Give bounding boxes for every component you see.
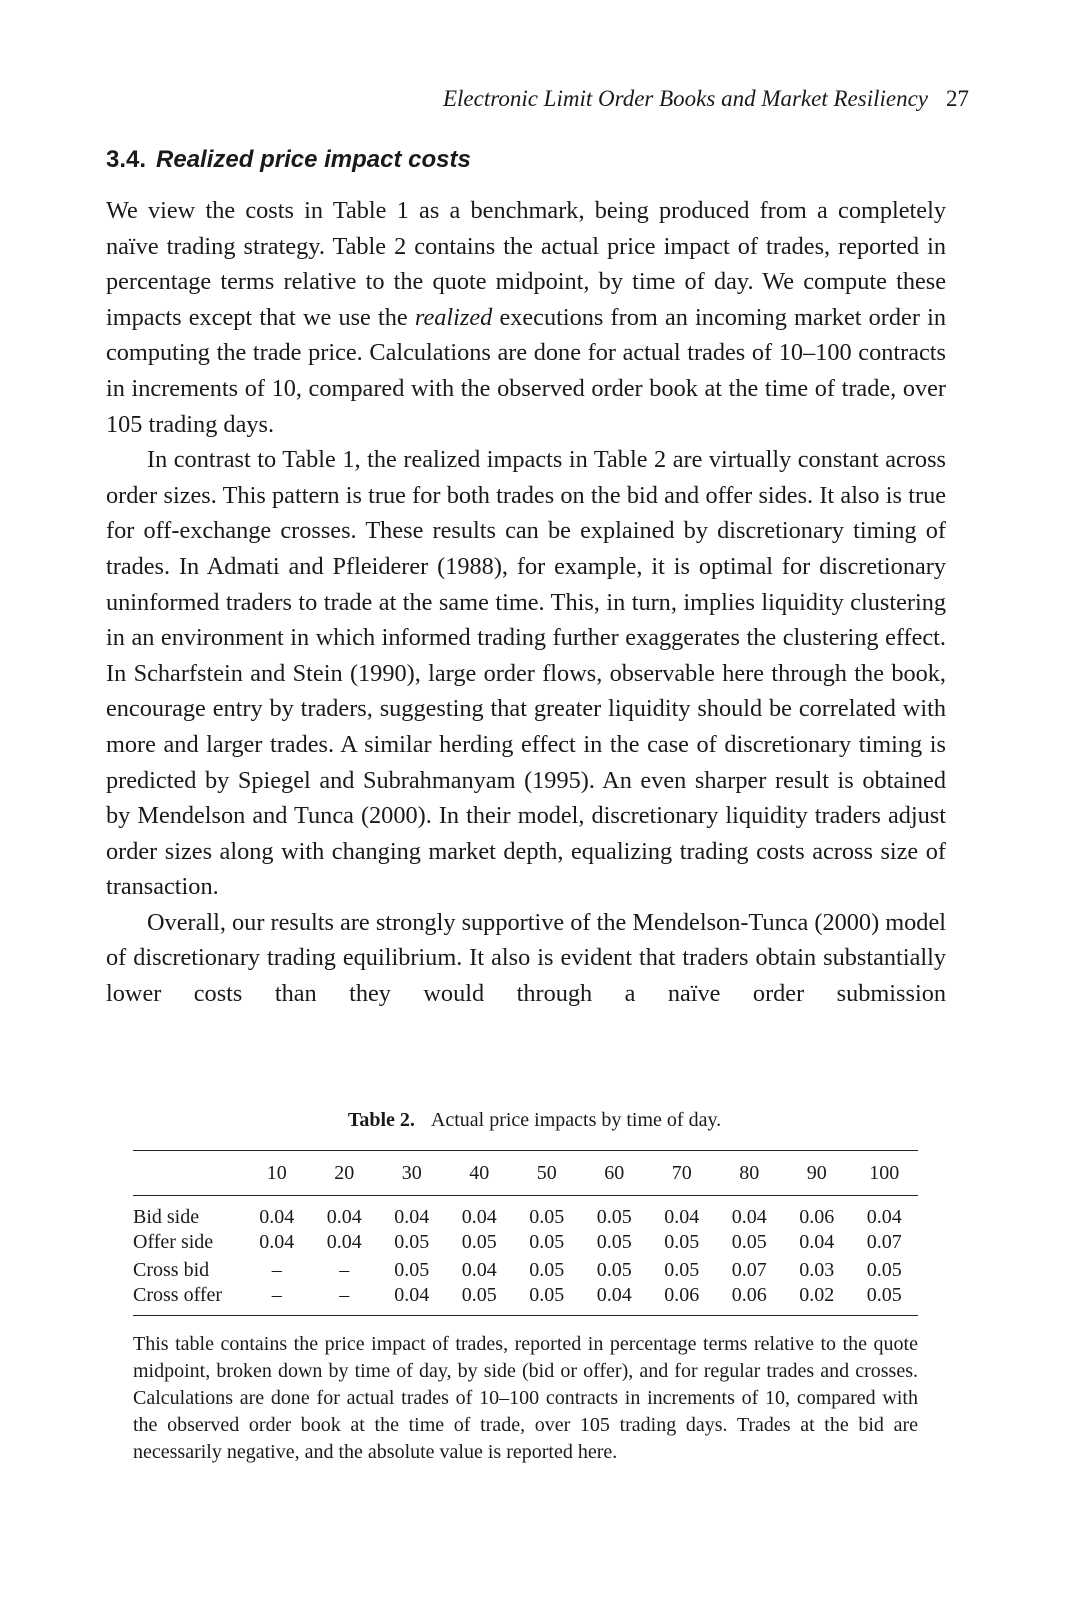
column-header: 20: [334, 1161, 355, 1184]
table-cell: 0.04: [799, 1231, 835, 1254]
table-cell: 0.05: [394, 1258, 430, 1281]
row-label: Cross bid: [133, 1258, 210, 1281]
table-cell: 0.04: [461, 1206, 497, 1228]
table-cell: 0.05: [866, 1258, 902, 1281]
table-note: This table contains the price impact of trades, reported in percentage terms relative to the quote midpoint, broken down by time of day, by side (bid or offer), and for regular trades and crosses. Calculations are done for actual trades of 10–100 contracts in increments of 10, compared with the observed order book at the time of trade, over 105 trading days. Trades at the bid are necessarily negative, and the absolute value is reported here.: [133, 1333, 918, 1463]
table-cell: 0.05: [529, 1231, 565, 1254]
table-row: [133, 1196, 918, 1230]
table-cell: 0.04: [731, 1206, 767, 1228]
table-cell: 0.07: [731, 1258, 767, 1281]
table-cell: 0.05: [461, 1284, 497, 1306]
paragraph-3: Overall, our results are strongly supportive of the Mendelson-Tunca (2000) model of discretionary trading equilibrium. It also is evident that traders obtain substantially lower costs than they would through a naïve order submission: [106, 908, 946, 1008]
column-header: 40: [469, 1161, 490, 1184]
column-header: 70: [671, 1161, 692, 1184]
column-header: 100: [869, 1161, 900, 1184]
price-impact-table: [133, 1150, 918, 1316]
table-cell: 0.05: [866, 1284, 902, 1306]
table-row: [133, 1229, 918, 1257]
table-cell: 0.04: [259, 1206, 295, 1228]
running-head-title: Electronic Limit Order Books and Market Resiliency: [442, 86, 928, 111]
body-text: [106, 193, 946, 1012]
row-label: Bid side: [133, 1206, 200, 1228]
column-header: 10: [266, 1161, 287, 1184]
table-cell: –: [339, 1284, 350, 1306]
table-cell: 0.06: [799, 1206, 835, 1228]
table-header-row: [133, 1151, 918, 1196]
table-caption: [0, 1109, 1069, 1132]
table-cell: 0.04: [394, 1284, 430, 1306]
paragraph-1-text-b: executions from an incoming market order in computing the trade price. Calculations are done for actual trades of 10–100 contracts in increments of 10, compared with the observed order book at the time of trade, over 105 trading days.: [106, 303, 946, 438]
table-cell: –: [339, 1258, 350, 1281]
paragraph-2: In contrast to Table 1, the realized impacts in Table 2 are virtually constant across order sizes. This pattern is true for both trades on the bid and offer sides. It also is true for off-exchange crosses. These results can be explained by discretionary timing of trades. In Admati and Pfleiderer (1988), for example, it is optimal for discretionary uninformed traders to trade at the same time. This, in turn, implies liquidity clustering in an environment in which informed trading further exaggerates the clustering effect. In Scharfstein and Stein (1990), large order flows, observable here through the book, encourage entry by traders, suggesting that greater liquidity should be correlated with more and larger trades. A similar herding effect in the case of discretionary timing is predicted by Spiegel and Subrahmanyam (1995). An even sharper result is obtained by Mendelson and Tunca (2000). In their model, discretionary liquidity traders adjust order sizes along with changing market depth, equalizing trading costs across size of transaction.: [106, 446, 946, 901]
table-cell: 0.06: [664, 1284, 700, 1306]
column-header: 60: [604, 1161, 625, 1184]
table-label: Table 2.: [347, 1109, 415, 1131]
table-cell: 0.04: [394, 1206, 430, 1228]
paragraph-1-text-a: We view the costs in Table 1 as a benchmark, being produced from a completely naïve trading strategy. Table 2 contains the actual price impact of trades, reported in percentage terms relative to the quote midpoint, by time of day. We compute these impacts except that we use the: [106, 197, 946, 331]
section-heading: [106, 146, 471, 174]
table-cell: 0.04: [259, 1231, 295, 1254]
paragraph-1-emphasis: realized: [414, 303, 493, 331]
table-cell: 0.06: [731, 1284, 767, 1306]
table-cell: 0.05: [461, 1231, 497, 1254]
table-cell: –: [271, 1284, 282, 1306]
table-cell: 0.05: [596, 1231, 632, 1254]
table-cell: 0.07: [866, 1231, 902, 1254]
table-cell: 0.04: [461, 1258, 497, 1281]
table-cell: 0.04: [326, 1206, 362, 1228]
table-cell: 0.05: [664, 1231, 700, 1254]
table-cell: –: [271, 1258, 282, 1281]
column-header: 80: [739, 1161, 760, 1184]
table-cell: 0.05: [529, 1206, 565, 1228]
section-number: 3.4.: [106, 146, 147, 173]
table-cell: 0.05: [596, 1258, 632, 1281]
table-cell: 0.05: [529, 1258, 565, 1281]
table-caption-text: Actual price impacts by time of day.: [430, 1109, 722, 1131]
column-header: 90: [806, 1161, 827, 1184]
table-cell: 0.02: [799, 1284, 835, 1306]
row-label: Cross offer: [133, 1284, 223, 1306]
table-cell: 0.04: [664, 1206, 700, 1228]
column-header: 30: [401, 1161, 422, 1184]
table-row: [133, 1257, 918, 1285]
table-cell: 0.04: [866, 1206, 902, 1228]
table-cell: 0.05: [394, 1231, 430, 1254]
paragraph-1: [106, 193, 946, 442]
table-cell: 0.03: [799, 1258, 835, 1281]
header-corner: [133, 1151, 243, 1196]
table-cell: 0.04: [326, 1231, 362, 1254]
table-cell: 0.05: [529, 1284, 565, 1306]
table-cell: 0.04: [596, 1284, 632, 1306]
running-head: [443, 86, 969, 112]
section-title: Realized price impact costs: [156, 146, 471, 173]
table-cell: 0.05: [731, 1231, 767, 1254]
column-header: 50: [536, 1161, 557, 1184]
page-number: 27: [946, 86, 969, 111]
table-cell: 0.05: [664, 1258, 700, 1281]
row-label: Offer side: [133, 1231, 214, 1254]
table-row: [133, 1284, 918, 1316]
table-cell: 0.05: [596, 1206, 632, 1228]
